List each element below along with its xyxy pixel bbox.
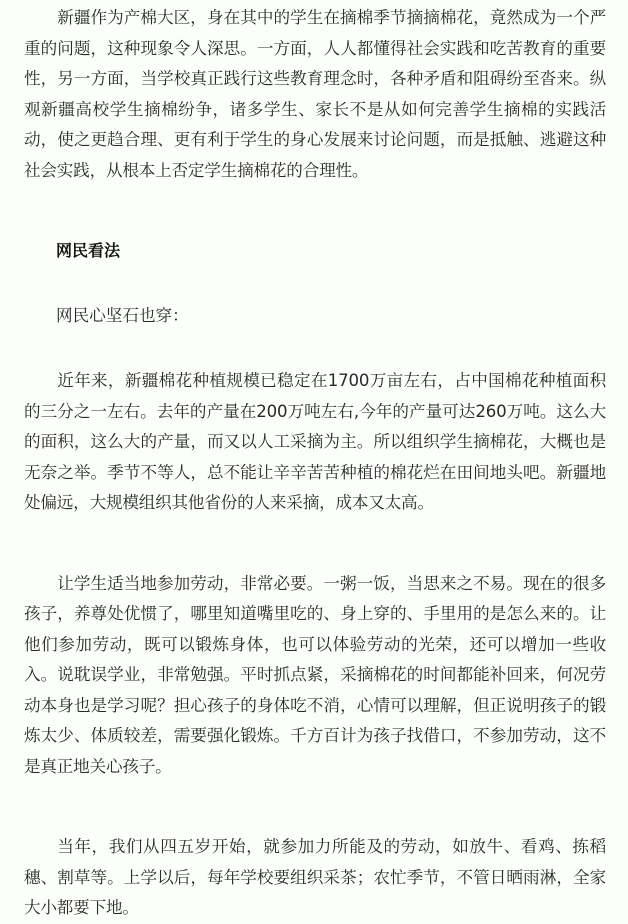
body-paragraph: 近年来，新疆棉花种植规模已稳定在1700万亩左右，占中国棉花种植面积的三分之一左右。去年的产量在200万吨左右,今年的产量可达260万吨。这么大的面积，这么大的产量，而又以人工采摘为主。所以组织学生摘棉花，大概也是无奈之举。季节不等人，总不能让辛辛苦苦种植的棉花烂在田间地头吧。新疆地处偏远，大规模组织其他省份的人来采摘，成本又太高。: [24, 371, 606, 512]
spacer: [24, 186, 606, 236]
intro-paragraph: 新疆作为产棉大区，身在其中的学生在摘棉季节摘摘棉花，竟然成为一个严重的问题，这种现象令人深思。一方面，人人都懂得社会实践和吃苦教育的重要性，另一方面，当学校真正践行这些教育理念时，各种矛盾和阻碍纷至沓来。纵观新疆高校学生摘棉纷争，诸多学生、家长不是从如何完善学生摘棉的实践活动，使之更趋合理、更有利于学生的身心发展来讨论问题，而是抵触、逃避这种社会实践，从根本上否定学生摘棉花的合理性。: [24, 8, 606, 180]
spacer: [24, 782, 606, 832]
section-heading: 网民看法: [56, 241, 121, 260]
spacer: [24, 331, 606, 366]
commenter-label: 网民心坚石也穿：: [56, 306, 189, 325]
article-body: [24, 3, 606, 924]
spacer: [24, 266, 606, 301]
body-paragraph: 让学生适当地参加劳动，非常必要。一粥一饭，当思来之不易。现在的很多孩子，养尊处优惯了，哪里知道嘴里吃的、身上穿的、手里用的是怎么来的。让他们参加劳动，既可以锻炼身体，也可以体验劳动的光荣，还可以增加一些收入。说耽误学业，非常勉强。平时抓点紧，采摘棉花的时间都能补回来，何况劳动本身也是学习呢？担心孩子的身体吃不消，心情可以理解，但正说明孩子的锻炼太少、体质较差，需要强化锻炼。千方百计为孩子找借口，不参加劳动，这不是真正地关心孩子。: [24, 573, 606, 776]
spacer: [24, 519, 606, 569]
body-paragraph: 当年，我们从四五岁开始，就参加力所能及的劳动，如放牛、看鸡、拣稻穗、割草等。上学以后，每年学校要组织采茶；农忙季节，不管日晒雨淋，全家大小都要下地。: [24, 837, 606, 917]
